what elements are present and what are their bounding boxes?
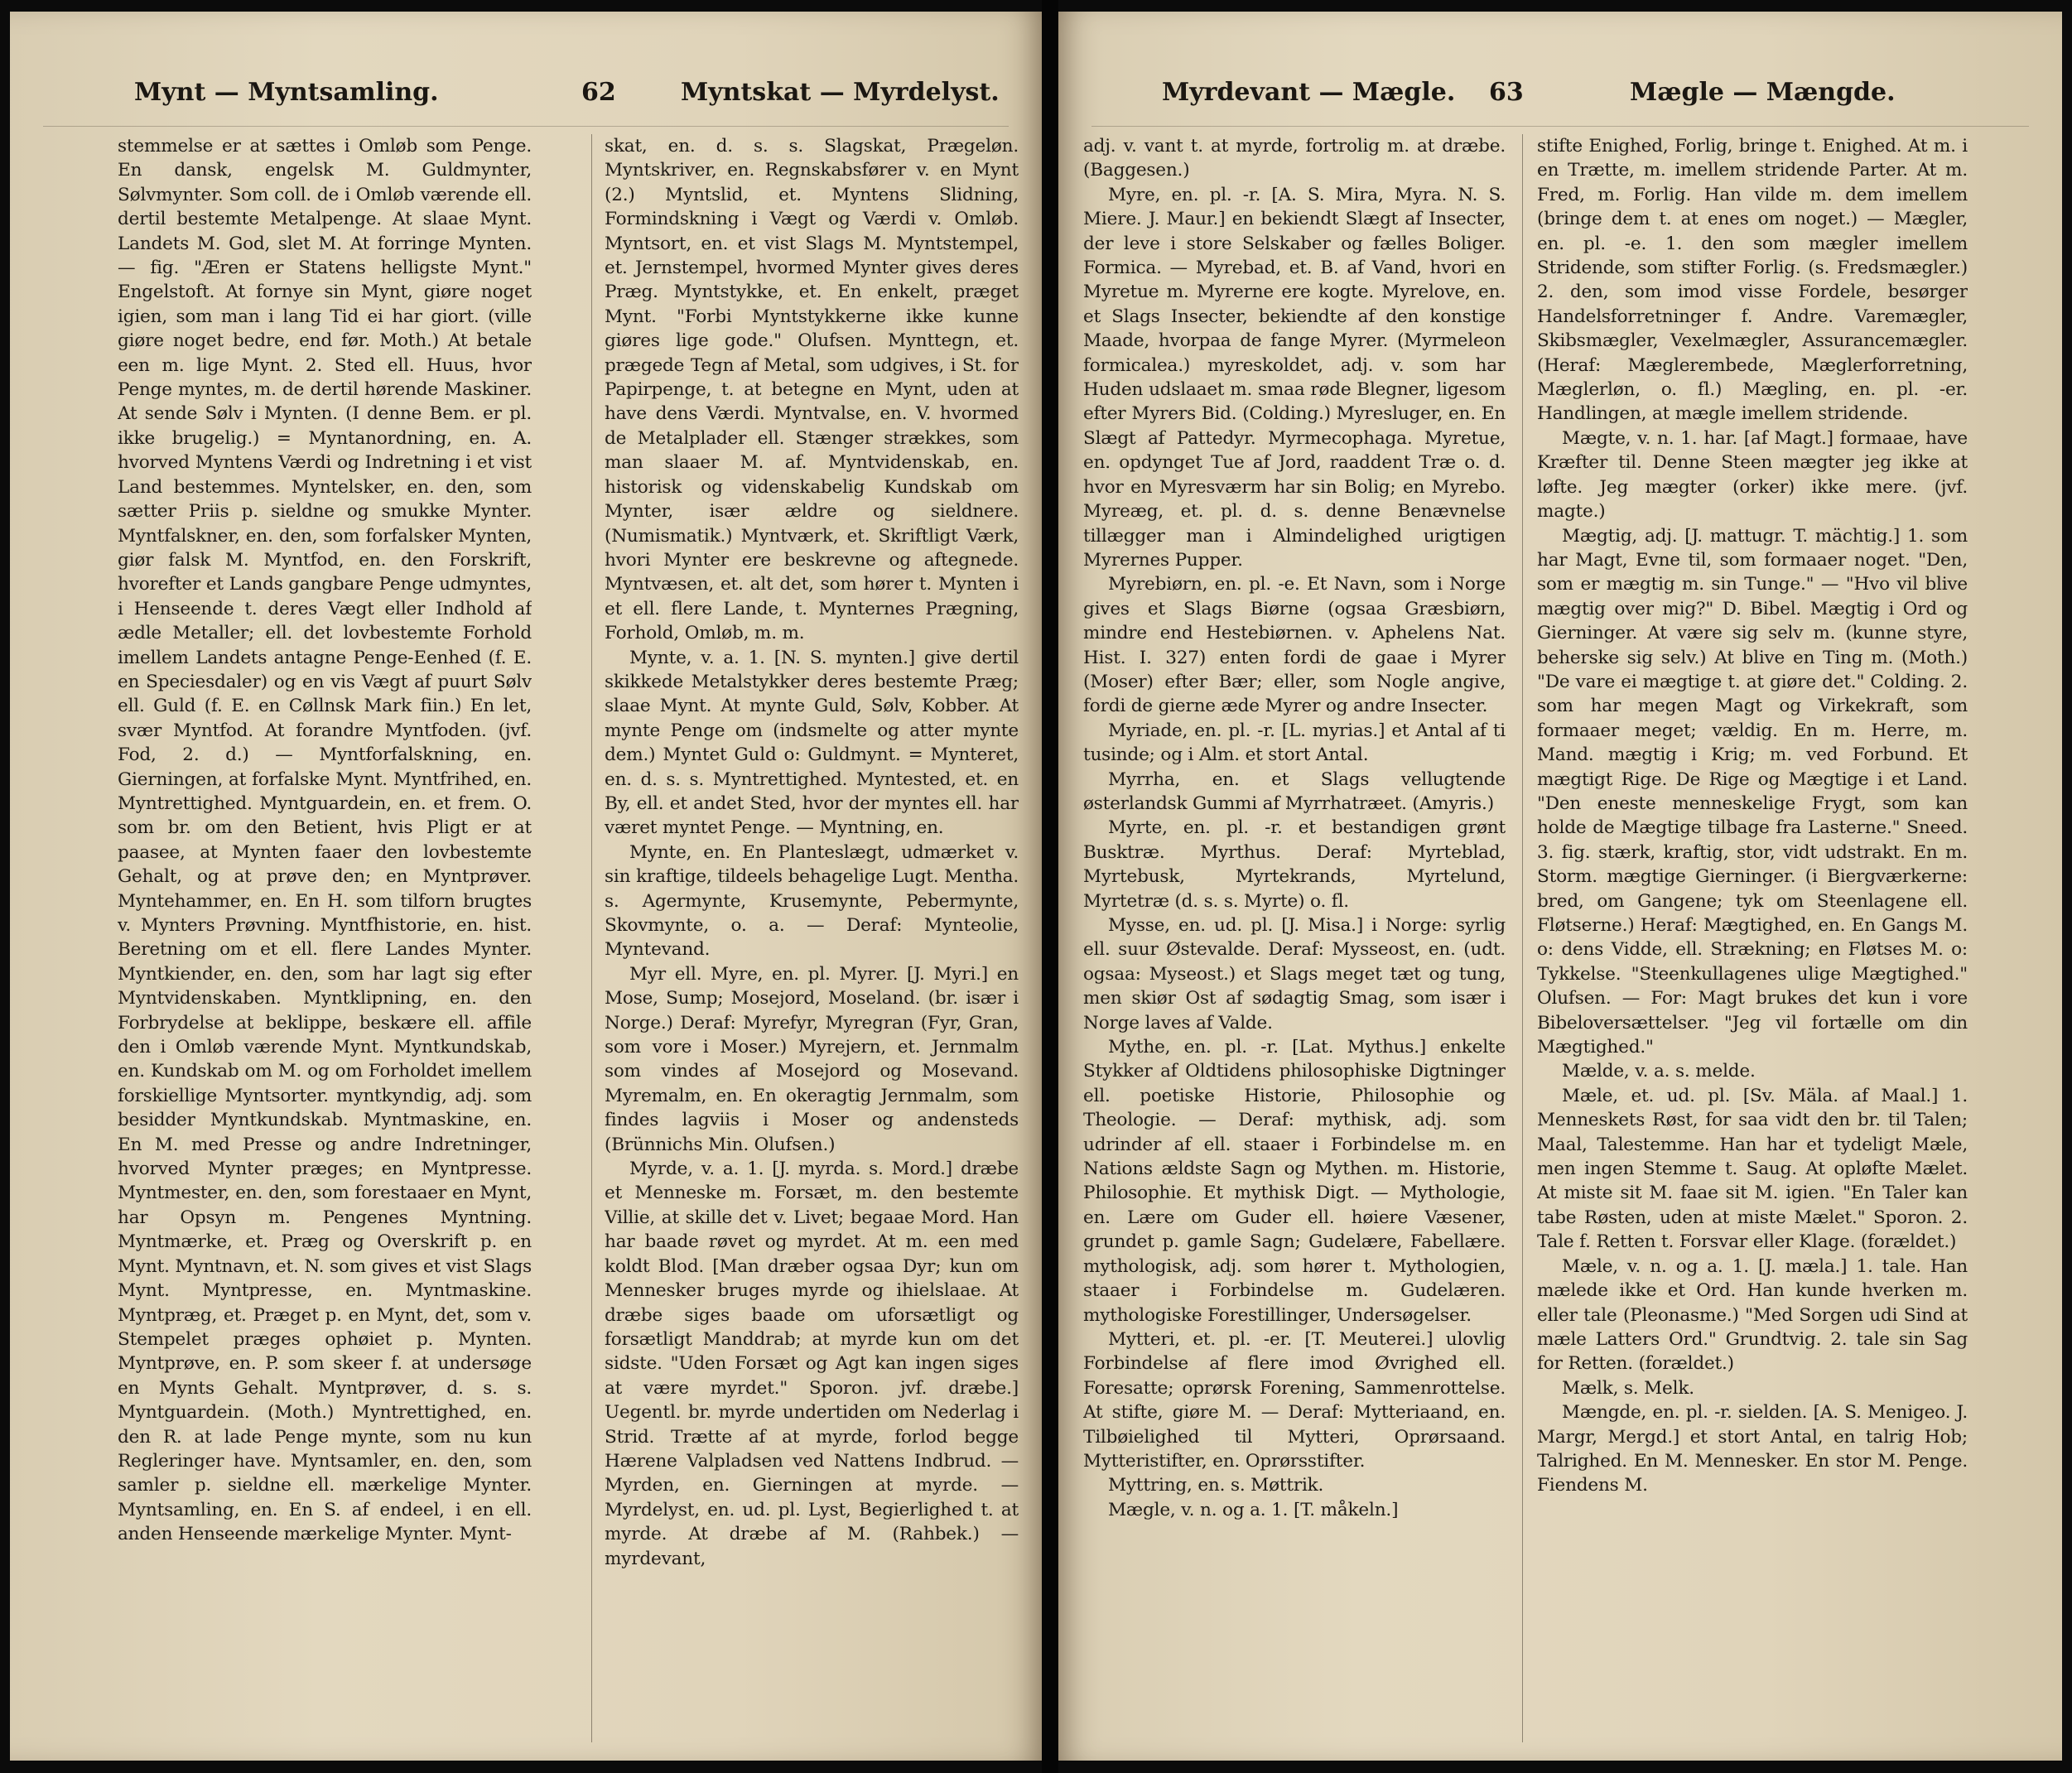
- left-header-guide-left: Mynt — Myntsamling.: [134, 78, 439, 107]
- dictionary-entry: Myttring, en. s. Møttrik.: [1108, 1475, 1324, 1496]
- right-header-rule: [1091, 126, 2029, 127]
- dictionary-entry: Myre, en. pl. -r. [A. S. Mira, Myra. N. S. Miere. J. Maur.] en bekiendt Slægt af Insecter, der leve i store Selskaber og fælles Boliger. Formica. — Myrebad, et. B. af Vand, hvori en Myretue m. Myrerne ere kogte. Myrelove, en. et Slags Insecter, bekiendte af den konstige Maade, hvorpaa de fange Myrer. (Myrmeleon formicalea.) myreskoldet, adj. v. som har Huden udslaaet m. smaa røde Blegner, ligesom efter Myrers Bid. (Colding.) Myresluger, en. En Slægt af Pattedyr. Myrmecophaga. Myretue, en. opdynget Tue af Jord, raaddent Træ o. d. hvor en Myresværm har sin Bolig; en Myrebo. Myreæg, et. pl. d. s. denne Benævnelse tillægger man i Almindelighed urigtigen Myrernes Pupper.: [1083, 184, 1506, 571]
- dictionary-entry: Myr ell. Myre, en. pl. Myrer. [J. Myri.] en Mose, Sump; Mosejord, Moseland. (br. især i Norge.) Deraf: Myrefyr, Myregran (Fyr, Gran, som vore i Moser.) Myrejern, et. Jernmalm som vindes af Mosejord og Mosevand. Myremalm, en. En okeragtig Jernmalm, som findes lagviis i Moser og andensteds (Brünnichs Min. Olufsen.): [605, 963, 1019, 1155]
- right-column-divider: [1522, 134, 1523, 1742]
- book-gutter: [1042, 0, 1058, 1773]
- left-column-1: [118, 134, 532, 1742]
- right-running-head: [1058, 78, 2062, 124]
- left-header-rule: [43, 126, 1009, 127]
- dictionary-entry: Mynte, en. En Planteslægt, udmærket v. sin kraftige, tildeels behagelige Lugt. Mentha. s. Agermynte, Krusemynte, Pebermynte, Skovmynte, o. a. — Deraf: Mynteolie, Myntevand.: [605, 841, 1019, 961]
- dictionary-entry: Mægle, v. n. og a. 1. [T. måkeln.]: [1108, 1499, 1399, 1520]
- dictionary-entry: adj. v. vant t. at myrde, fortrolig m. at dræbe. (Baggesen.): [1083, 136, 1506, 181]
- left-running-head: [10, 78, 1042, 124]
- dictionary-entry: Mysse, en. ud. pl. [J. Misa.] i Norge: syrlig ell. suur Østevalde. Deraf: Mysseost, en. (udt. ogsaa: Myseost.) et Slags meget tæt og tung, men skiør Ost af sødagtig Smag, som især i Norge laves af Valde.: [1083, 915, 1506, 1033]
- dictionary-entry: Myrebiørn, en. pl. -e. Et Navn, som i Norge gives et Slags Biørne (ogsaa Græsbiørn, mindre end Hestebiørnen. v. Aphelens Nat. Hist. I. 327) enten fordi de gaae i Myrer (Moser) efter Bær; eller, som Nogle angive, fordi de gierne æde Myrer og andre Insecter.: [1083, 574, 1506, 717]
- dictionary-entry: Mængde, en. pl. -r. sielden. [A. S. Menigeo. J. Margr, Mergd.] et stort Antal, en talrig Hob; Talrighed. En M. Mennesker. En stor M. Penge. Fiendens M.: [1537, 1402, 1968, 1496]
- dictionary-entry: Mynte, v. a. 1. [N. S. mynten.] give dertil skikkede Metalstykker deres bestemte Præg; slaae Mynt. At mynte Guld, Sølv, Kobber. At mynte Penge om (indsmelte og atter mynte dem.) Myntet Guld o: Guldmynt. = Mynteret, en. d. s. s. Myntrettighed. Myntested, et. en By, ell. et andet Sted, hvor der myntes ell. har været myntet Penge. — Myntning, en.: [605, 647, 1019, 839]
- left-column-2: [605, 134, 1019, 1742]
- right-header-guide-right: Mægle — Mængde.: [1630, 78, 1896, 107]
- left-column-divider: [591, 134, 592, 1742]
- right-page-number: 63: [1489, 78, 1524, 107]
- left-page: [10, 12, 1042, 1761]
- right-page: [1058, 12, 2062, 1761]
- dictionary-entry: Myrde, v. a. 1. [J. myrda. s. Mord.] dræbe et Menneske m. Forsæt, m. den bestemte Villie, at skille det v. Livet; begaae Mord. Han har baade røvet og myrdet. At m. een med koldt Blod. [Man dræber ogsaa Dyr; kun om Mennesker bruges myrde og ihielslaae. At dræbe siges baade om uforsætligt og forsætligt Manddrab; at myrde kun om det sidste. "Uden Forsæt og Agt kan ingen siges at være myrdet." Sporon. jvf. dræbe.] Uegentl. br. myrde undertiden om Nederlag i Strid. Trætte af at myrde, forlod begge Hærene Valpladsen ved Nattens Indbrud. — Myrden, en. Gierningen at myrde. — Myrdelyst, en. ud. pl. Lyst, Begierlighed t. at myrde. At dræbe af M. (Rahbek.) — myrdevant,: [605, 1159, 1019, 1569]
- right-column-1: [1083, 134, 1506, 1742]
- dictionary-entry: Mæle, v. n. og a. 1. [J. mæla.] 1. tale. Han mælede ikke et Ord. Han kunde hverken m. eller tale (Pleonasme.) "Med Sorgen udi Sind at mæle Latters Ord." Grundtvig. 2. tale sin Sag for Retten. (forældet.): [1537, 1255, 1968, 1375]
- right-column-2: [1537, 134, 1968, 1742]
- left-columns: [10, 134, 1042, 1742]
- dictionary-entry: Myrte, en. pl. -r. et bestandigen grønt Busktræ. Myrthus. Deraf: Myrteblad, Myrtebusk, Myrtekrands, Myrtelund, Myrtetræ (d. s. s. Myrte) o. fl.: [1083, 817, 1506, 912]
- dictionary-entry: Mælk, s. Melk.: [1562, 1377, 1694, 1399]
- dictionary-entry: Mytteri, et. pl. -er. [T. Meuterei.] ulovlig Forbindelse af flere imod Øvrighed ell. Foresatte; oprørsk Forening, Sammenrottelse. At stifte, giøre M. — Deraf: Mytteriaand, en. Tilbøielighed til Mytteri, Oprørsaand. Mytteristifter, en. Oprørsstifter.: [1083, 1328, 1506, 1472]
- dictionary-entry: Mythe, en. pl. -r. [Lat. Mythus.] enkelte Stykker af Oldtidens philosophiske Digtninger ell. poetiske Historie, Philosophie og Theologie. — Deraf: mythisk, adj. som udrinder af ell. staaer i Forbindelse m. en Nations ældste Sagn og Mythen. m. Historie, Philosophie. Et mythisk Digt. — Mythologie, en. Lære om Guder ell. høiere Væsener, grundet p. gamle Sagn; Gudelære, Fabellære. mythologisk, adj. som hører t. Mythologien, staaer i Forbindelse m. Gudelæren. mythologiske Forestillinger, Undersøgelser.: [1083, 1037, 1506, 1326]
- right-columns: [1058, 134, 2062, 1742]
- dictionary-entry: Mælde, v. a. s. melde.: [1562, 1061, 1756, 1082]
- dictionary-entry: Mæle, et. ud. pl. [Sv. Mäla. af Maal.] 1. Menneskets Røst, for saa vidt den br. til Talen; Maal, Talestemme. Han har et tydeligt Mæle, men ingen Stemme t. Saug. At opløfte Mælet. At miste sit M. faae sit M. igien. "En Taler kan tabe Røsten, uden at miste Mælet." Sporon. 2. Tale f. Retten t. Forsvar eller Klage. (forældet.): [1537, 1085, 1968, 1253]
- dictionary-entry: skat, en. d. s. s. Slagskat, Prægeløn. Myntskriver, en. Regnskabsfører v. en Mynt (2.) Myntslid, et. Myntens Slidning, Formindskning i Vægt og Værdi v. Omløb. Myntsort, en. et vist Slags M. Myntstempel, et. Jernstempel, hvormed Mynter gives deres Præg. Myntstykke, et. En enkelt, præget Mynt. "Forbi Myntstykkerne ikke kunne giøres lige gode." Olufsen. Mynttegn, et. prægede Tegn af Metal, som udgives, i St. for Papirpenge, t. at betegne en Mynt, uden at have dens Værdi. Myntvalse, en. V. hvormed de Metalplader ell. Stænger strækkes, som man slaaer M. af. Myntvidenskab, en. historisk og videnskabelig Kundskab om Mynter, især ældre og sieldnere. (Numismatik.) Myntværk, et. Skriftligt Værk, hvori Mynter ere beskrevne og aftegnede. Myntvæsen, et. alt det, som hører t. Mynten i et ell. flere Lande, t. Mynternes Prægning, Forhold, Omløb, m. m.: [605, 136, 1019, 644]
- right-header-guide-left: Myrdevant — Mægle.: [1162, 78, 1456, 107]
- dictionary-entry: stemmelse er at sættes i Omløb som Penge. En dansk, engelsk M. Guldmynter, Sølvmynter. Som coll. de i Omløb værende ell. dertil bestemte Metalpenge. At slaae Mynt. Landets M. God, slet M. At forringe Mynten. — fig. "Æren er Statens helligste Mynt." Engelstoft. At fornye sin Mynt, giøre noget igien, som man i lang Tid ei har giort. (ville giøre noget bedre, end før. Moth.) At betale een m. lige Mynt. 2. Sted ell. Huus, hvor Penge myntes, m. de dertil hørende Maskiner. At sende Sølv i Mynten. (I denne Bem. er pl. ikke brugelig.) = Myntanordning, en. A. hvorved Myntens Værdi og Indretning i et vist Land bestemmes. Myntelsker, en. den, som sætter Priis p. sieldne og smukke Mynter. Myntfalskner, en. den, som forfalsker Mynten, giør falsk M. Myntfod, en. den Forskrift, hvorefter et Lands gangbare Penge udmyntes, i Henseende t. deres Vægt eller Indhold af ædle Metaller; ell. det lovbestemte Forhold imellem Landets antagne Penge-Eenhed (f. E. en Speciesdaler) og en vis Vægt af puurt Sølv ell. Guld (f. E. en Cøllnsk Mark fiin.) En let, svær Myntfod. At forandre Myntfoden. (jvf. Fod, 2. d.) — Myntforfalskning, en. Gierningen, at forfalske Mynt. Myntfrihed, en. Myntrettighed. Myntguardein, en. et frem. O. som br. om den Betient, hvis Pligt er at paasee, at Mynten faaer den lovbestemte Gehalt, og at prøve den; en Myntprøver. Myntehammer, en. En H. som tilforn brugtes v. Mynters Prøvning. Myntfhistorie, en. hist. Beretning om et ell. flere Landes Mynter. Myntkiender, en. den, som har lagt sig efter Myntvidenskaben. Myntklipning, en. den Forbrydelse at beklippe, beskære ell. affile den i Omløb værende Mynt. Myntkundskab, en. Kundskab om M. og om Forholdet imellem forskiellige Myntsorter. myntkyndig, adj. som besidder Myntkundskab. Myntmaskine, en. En M. med Presse og andre Indretninger, hvorved Mynter præges; en Myntpresse. Myntmester, en. den, som forestaaer en Mynt, har Opsyn m. Pengenes Myntning. Myntmærke, et. Præg og Overskrift p. en Mynt. Myntnavn, et. N. som gives et vist Slags Mynt. Myntpresse, en. Myntmaskine. Myntpræg, et. Præget p. en Mynt, det, som v. Stempelet præges ophøiet p. Mynten. Myntprøve, en. P. som skeer f. at undersøge en Mynts Gehalt. Myntprøver, d. s. s. Myntguardein. (Moth.) Myntrettighed, en. den R. at lade Penge mynte, som nu kun Regleringer have. Myntsamler, en. den, som samler p. sieldne ell. mærkelige Mynter. Myntsamling, en. En S. af endeel, i en ell. anden Henseende mærkelige Mynter. Mynt-: [118, 136, 532, 1545]
- left-page-number: 62: [581, 78, 616, 107]
- dictionary-entry: stifte Enighed, Forlig, bringe t. Enighed. At m. i en Trætte, m. imellem stridende Parter. At m. Fred, m. Forlig. Han vilde m. dem imellem (bringe dem t. at enes om noget.) — Mægler, en. pl. -e. 1. den som mægler imellem Stridende, som stifter Forlig. (s. Fredsmægler.) 2. den, som imod visse Fordele, besørger Handelsforretninger f. Andre. Varemægler, Skibsmægler, Vexelmægler, Assurancemægler. (Heraf: Mæglerembede, Mæglerforretning, Mæglerløn, o. fl.) Mægling, en. pl. -er. Handlingen, at mægle imellem stridende.: [1537, 136, 1968, 425]
- dictionary-entry: Myrrha, en. et Slags vellugtende østerlandsk Gummi af Myrrhatræet. (Amyris.): [1083, 768, 1506, 814]
- dictionary-entry: Mægtig, adj. [J. mattugr. T. mächtig.] 1. som har Magt, Evne til, som formaaer noget. "Den, som er mægtig m. sin Tunge." — "Hvo vil blive mægtig over mig?" D. Bibel. Mægtig i Ord og Gierninger. At være sig selv m. (kunne styre, beherske sig selv.) At blive en Ting m. (Moth.) "De vare ei mægtige t. at giøre det." Colding. 2. som har megen Magt og Virkekraft, som formaaer meget; vældig. En m. Herre, m. Mand. mægtig i Krig; m. ved Forbund. Et mægtigt Rige. De Rige og Mægtige i et Land. "Den eneste menneskelige Frygt, som kan holde de Mægtige tilbage fra Lasterne." Sneed. 3. fig. stærk, kraftig, stor, vidt udstrakt. En m. Storm. mægtige Gierninger. (i Biergværkerne: bred, om Gangene; tyk om Steenlagene ell. Fløtserne.) Heraf: Mægtighed, en. En Gangs M. o: dens Vidde, ell. Strækning; en Fløtses M. o: Tykkelse. "Steenkullagenes ulige Mægtighed." Olufsen. — For: Magt brukes det kun i vore Bibeloversættelser. "Jeg vil fortælle om din Mægtighed.": [1537, 525, 1968, 1058]
- dictionary-entry: Mægte, v. n. 1. har. [af Magt.] formaae, have Kræfter til. Denne Steen mægter jeg ikke at løfte. Jeg mægter (orker) ikke mere. (jvf. magte.): [1537, 427, 1968, 523]
- left-header-guide-right: Myntskat — Myrdelyst.: [681, 78, 1000, 107]
- dictionary-entry: Myriade, en. pl. -r. [L. myrias.] et Antal af ti tusinde; og i Alm. et stort Antal.: [1083, 720, 1506, 766]
